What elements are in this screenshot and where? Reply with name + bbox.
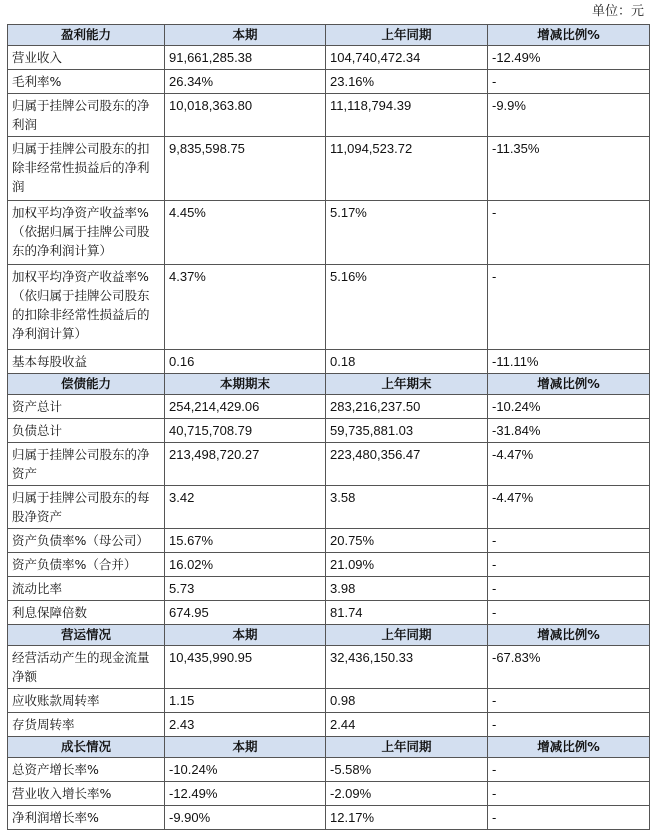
- table-row: [8, 265, 650, 350]
- current-value: 9,835,598.75: [165, 137, 326, 201]
- section-header-row: [8, 374, 650, 395]
- change-percent: -: [488, 529, 650, 553]
- prior-value: 283,216,237.50: [326, 395, 488, 419]
- current-value: 5.73: [165, 577, 326, 601]
- column-header: 上年同期: [326, 625, 488, 646]
- current-value: 674.95: [165, 601, 326, 625]
- row-label: 归属于挂牌公司股东的每股净资产: [8, 486, 165, 529]
- row-label: 基本每股收益: [8, 350, 165, 374]
- row-label: 净利润增长率%: [8, 806, 165, 830]
- table-row: [8, 46, 650, 70]
- row-label: 资产负债率%（合并）: [8, 553, 165, 577]
- change-percent: -: [488, 577, 650, 601]
- change-percent: -4.47%: [488, 486, 650, 529]
- change-percent: -: [488, 553, 650, 577]
- table-row: [8, 713, 650, 737]
- table-row: [8, 646, 650, 689]
- row-label: 营业收入: [8, 46, 165, 70]
- row-label: 应收账款周转率: [8, 689, 165, 713]
- row-label: 资产负债率%（母公司）: [8, 529, 165, 553]
- table-row: [8, 689, 650, 713]
- current-value: 3.42: [165, 486, 326, 529]
- current-value: 4.45%: [165, 201, 326, 265]
- section-title: 偿债能力: [8, 374, 165, 395]
- change-percent: -10.24%: [488, 395, 650, 419]
- current-value: -12.49%: [165, 782, 326, 806]
- change-percent: -: [488, 689, 650, 713]
- current-value: 4.37%: [165, 265, 326, 350]
- current-value: 15.67%: [165, 529, 326, 553]
- section-header-row: [8, 737, 650, 758]
- row-label: 营业收入增长率%: [8, 782, 165, 806]
- prior-value: 12.17%: [326, 806, 488, 830]
- section-header-row: [8, 625, 650, 646]
- column-header: 上年期末: [326, 374, 488, 395]
- table-body: [8, 25, 650, 830]
- column-header: 增减比例%: [488, 25, 650, 46]
- current-value: 254,214,429.06: [165, 395, 326, 419]
- column-header: 增减比例%: [488, 374, 650, 395]
- change-percent: -11.35%: [488, 137, 650, 201]
- prior-value: -5.58%: [326, 758, 488, 782]
- prior-value: 11,118,794.39: [326, 94, 488, 137]
- prior-value: 59,735,881.03: [326, 419, 488, 443]
- current-value: 91,661,285.38: [165, 46, 326, 70]
- change-percent: -9.9%: [488, 94, 650, 137]
- table-row: [8, 419, 650, 443]
- section-title: 盈利能力: [8, 25, 165, 46]
- section-header-row: [8, 25, 650, 46]
- current-value: 10,018,363.80: [165, 94, 326, 137]
- row-label: 总资产增长率%: [8, 758, 165, 782]
- prior-value: 20.75%: [326, 529, 488, 553]
- current-value: 16.02%: [165, 553, 326, 577]
- row-label: 资产总计: [8, 395, 165, 419]
- table-row: [8, 529, 650, 553]
- column-header: 增减比例%: [488, 737, 650, 758]
- current-value: 0.16: [165, 350, 326, 374]
- change-percent: -31.84%: [488, 419, 650, 443]
- change-percent: -12.49%: [488, 46, 650, 70]
- change-percent: -11.11%: [488, 350, 650, 374]
- table-row: [8, 94, 650, 137]
- current-value: 26.34%: [165, 70, 326, 94]
- prior-value: 23.16%: [326, 70, 488, 94]
- current-value: -9.90%: [165, 806, 326, 830]
- row-label: 毛利率%: [8, 70, 165, 94]
- column-header: 本期: [165, 625, 326, 646]
- column-header: 上年同期: [326, 737, 488, 758]
- prior-value: 5.16%: [326, 265, 488, 350]
- unit-label: 单位：元: [591, 4, 644, 19]
- row-label: 存货周转率: [8, 713, 165, 737]
- change-percent: -: [488, 70, 650, 94]
- prior-value: 2.44: [326, 713, 488, 737]
- table-row: [8, 70, 650, 94]
- table-row: [8, 201, 650, 265]
- row-label: 加权平均净资产收益率%（依据归属于挂牌公司股东的净利润计算）: [8, 201, 165, 265]
- change-percent: -: [488, 201, 650, 265]
- change-percent: -: [488, 782, 650, 806]
- table-row: [8, 577, 650, 601]
- row-label: 利息保障倍数: [8, 601, 165, 625]
- row-label: 归属于挂牌公司股东的扣除非经常性损益后的净利润: [8, 137, 165, 201]
- column-header: 本期: [165, 25, 326, 46]
- row-label: 加权平均净资产收益率%（依归属于挂牌公司股东的扣除非经常性损益后的净利润计算）: [8, 265, 165, 350]
- table-row: [8, 443, 650, 486]
- change-percent: -: [488, 806, 650, 830]
- table-row: [8, 350, 650, 374]
- change-percent: -: [488, 601, 650, 625]
- financial-indicators-table: [7, 24, 650, 830]
- row-label: 流动比率: [8, 577, 165, 601]
- column-header: 本期: [165, 737, 326, 758]
- prior-value: 223,480,356.47: [326, 443, 488, 486]
- prior-value: 11,094,523.72: [326, 137, 488, 201]
- current-value: 213,498,720.27: [165, 443, 326, 486]
- row-label: 经营活动产生的现金流量净额: [8, 646, 165, 689]
- prior-value: -2.09%: [326, 782, 488, 806]
- column-header: 增减比例%: [488, 625, 650, 646]
- row-label: 归属于挂牌公司股东的净利润: [8, 94, 165, 137]
- current-value: 2.43: [165, 713, 326, 737]
- table-row: [8, 395, 650, 419]
- current-value: -10.24%: [165, 758, 326, 782]
- table-row: [8, 553, 650, 577]
- prior-value: 3.58: [326, 486, 488, 529]
- change-percent: -: [488, 265, 650, 350]
- change-percent: -4.47%: [488, 443, 650, 486]
- prior-value: 104,740,472.34: [326, 46, 488, 70]
- column-header: 本期期末: [165, 374, 326, 395]
- current-value: 10,435,990.95: [165, 646, 326, 689]
- prior-value: 32,436,150.33: [326, 646, 488, 689]
- row-label: 归属于挂牌公司股东的净资产: [8, 443, 165, 486]
- table-row: [8, 137, 650, 201]
- prior-value: 0.18: [326, 350, 488, 374]
- column-header: 上年同期: [326, 25, 488, 46]
- table-row: [8, 758, 650, 782]
- change-percent: -: [488, 758, 650, 782]
- current-value: 1.15: [165, 689, 326, 713]
- prior-value: 5.17%: [326, 201, 488, 265]
- change-percent: -67.83%: [488, 646, 650, 689]
- section-title: 成长情况: [8, 737, 165, 758]
- prior-value: 0.98: [326, 689, 488, 713]
- prior-value: 21.09%: [326, 553, 488, 577]
- table-row: [8, 601, 650, 625]
- current-value: 40,715,708.79: [165, 419, 326, 443]
- prior-value: 81.74: [326, 601, 488, 625]
- table-row: [8, 486, 650, 529]
- section-title: 营运情况: [8, 625, 165, 646]
- change-percent: -: [488, 713, 650, 737]
- table-row: [8, 806, 650, 830]
- prior-value: 3.98: [326, 577, 488, 601]
- row-label: 负债总计: [8, 419, 165, 443]
